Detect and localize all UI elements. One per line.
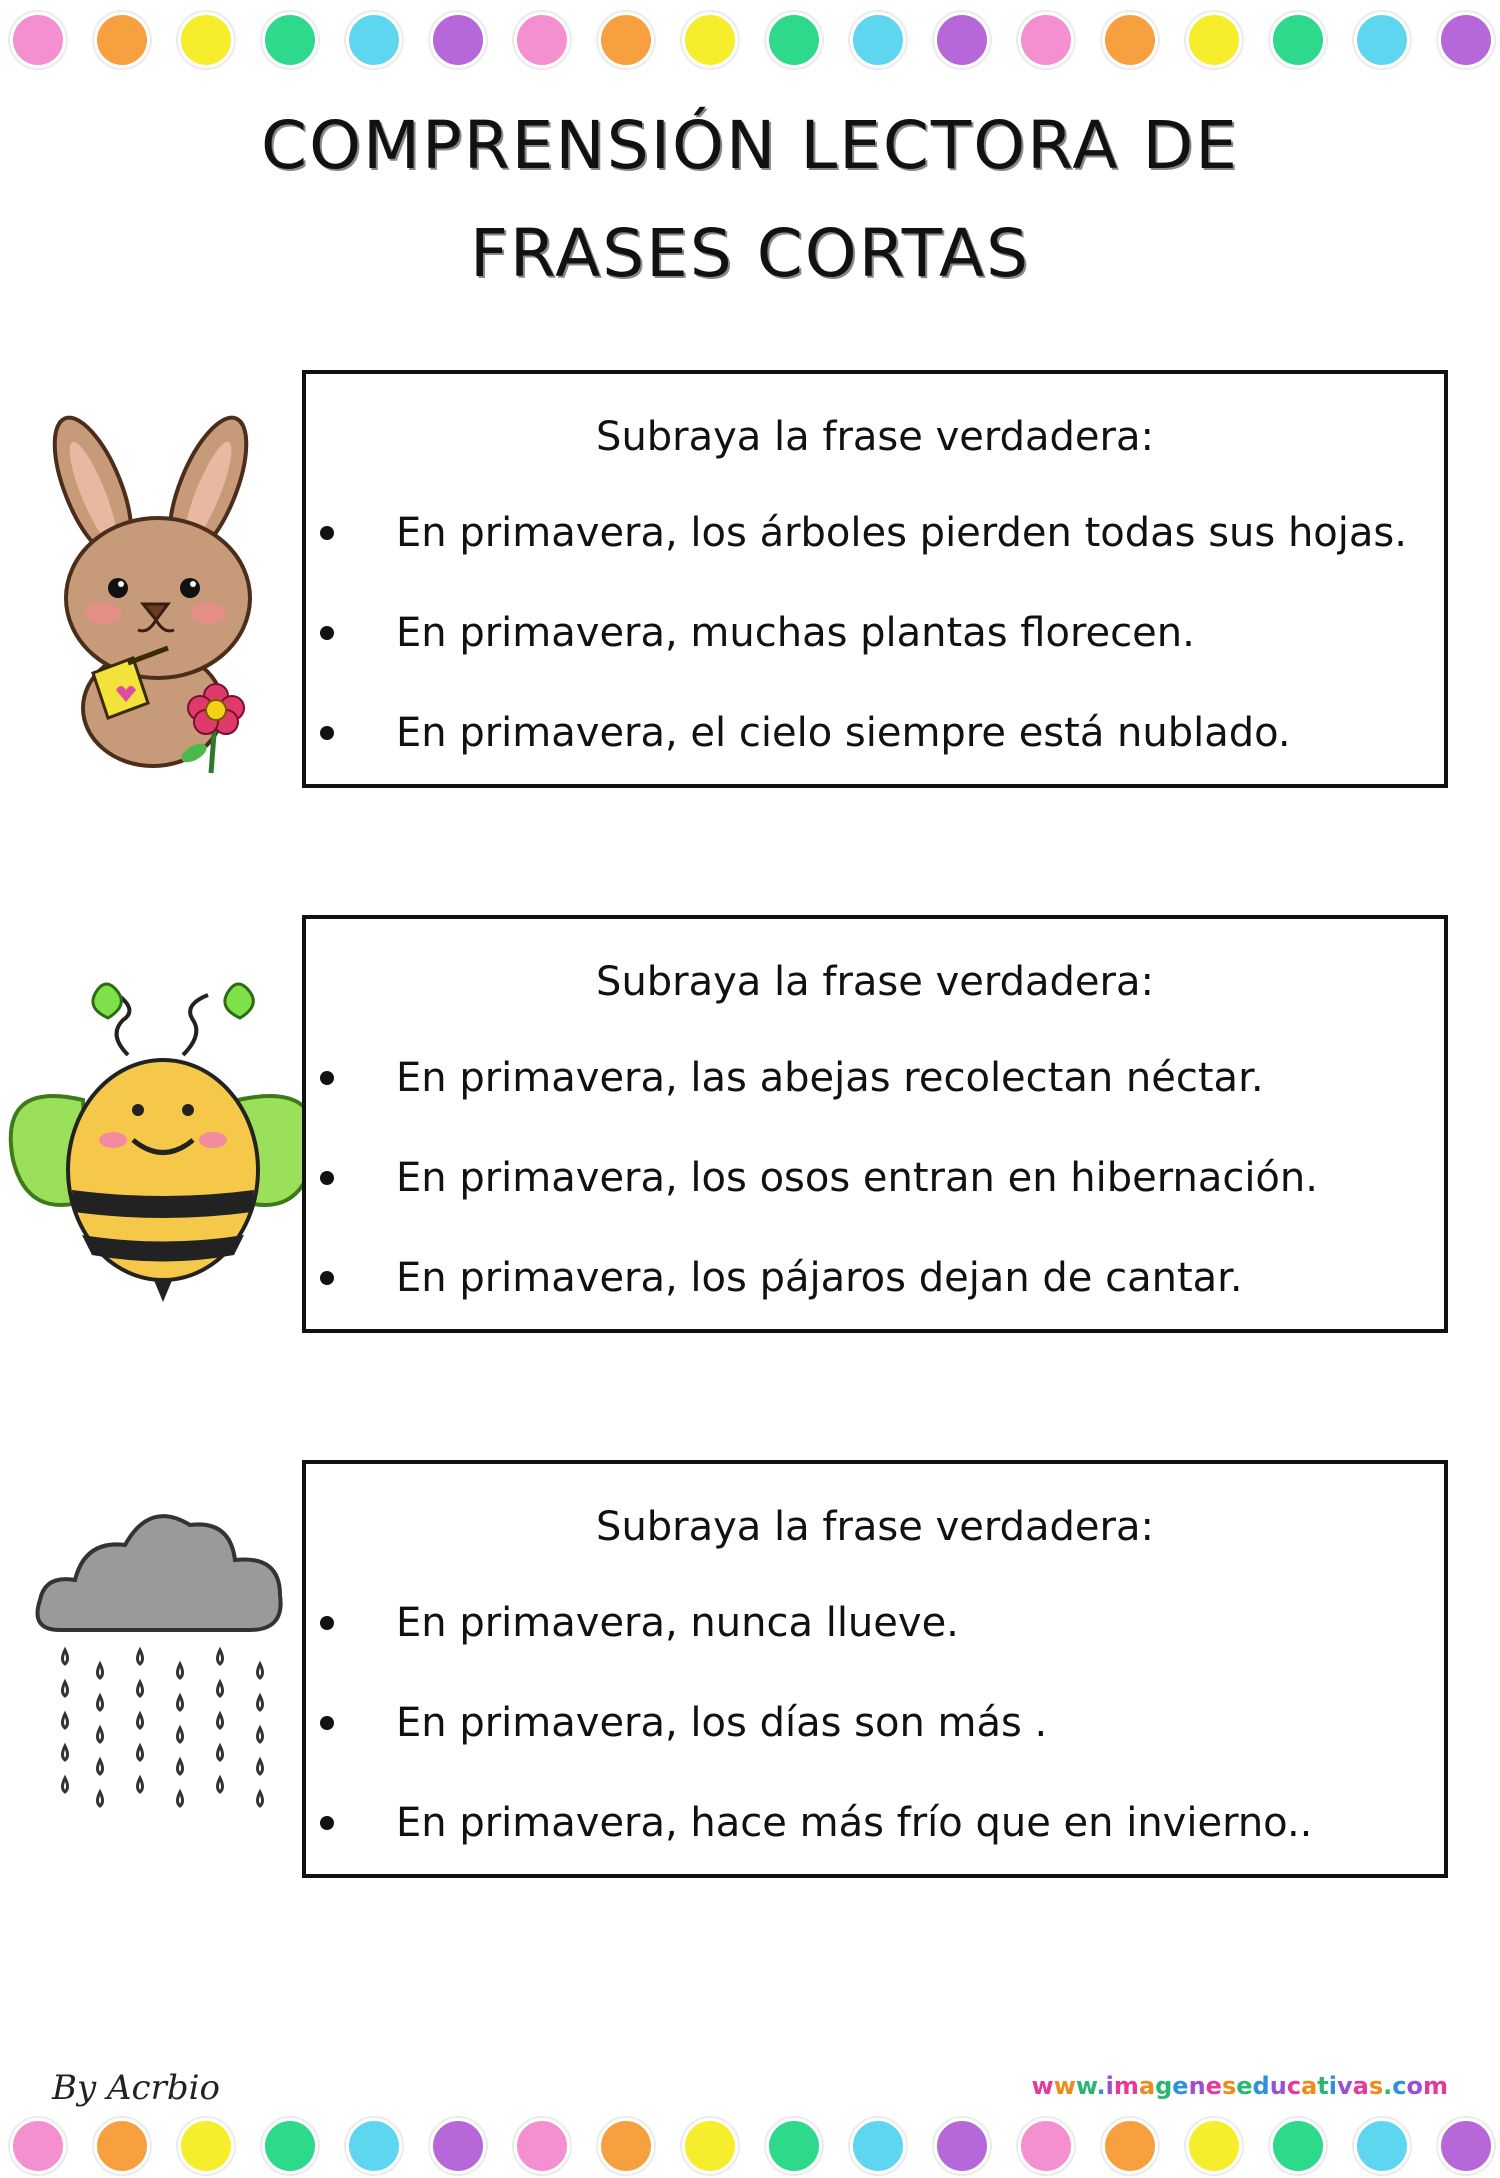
decorative-dot bbox=[1102, 2118, 1158, 2174]
bullet-icon bbox=[320, 1816, 334, 1830]
decorative-dot bbox=[10, 2118, 66, 2174]
decorative-dot bbox=[178, 2118, 234, 2174]
decorative-dot bbox=[1270, 2118, 1326, 2174]
answer-option[interactable]: En primavera, muchas plantas florecen. bbox=[396, 610, 1195, 656]
bullet-icon bbox=[320, 1271, 334, 1285]
decorative-dot bbox=[1186, 2118, 1242, 2174]
author-signature: By Acrbio bbox=[52, 2068, 220, 2108]
bullet-icon bbox=[320, 1616, 334, 1630]
decorative-dot bbox=[514, 12, 570, 68]
bullet-icon bbox=[320, 1071, 334, 1085]
decorative-dot bbox=[1018, 2118, 1074, 2174]
exercise-box-1 bbox=[302, 370, 1448, 788]
answer-option[interactable]: En primavera, los días son más . bbox=[396, 1700, 1048, 1746]
decorative-dot bbox=[1354, 2118, 1410, 2174]
raindrop bbox=[218, 1746, 223, 1760]
answer-option[interactable]: En primavera, las abejas recolectan néctar. bbox=[396, 1055, 1264, 1101]
raindrop bbox=[63, 1682, 68, 1696]
raindrop bbox=[63, 1746, 68, 1760]
decorative-dot bbox=[598, 12, 654, 68]
exercise-box-3 bbox=[302, 1460, 1448, 1878]
page-title: COMPRENSIÓN LECTORA DE FRASES CORTAS bbox=[260, 107, 1240, 292]
raindrop bbox=[178, 1664, 183, 1678]
raindrop bbox=[258, 1664, 263, 1678]
decorative-dot bbox=[514, 2118, 570, 2174]
bullet-icon bbox=[320, 526, 334, 540]
answer-option[interactable]: En primavera, los pájaros dejan de cantar. bbox=[396, 1255, 1243, 1301]
raindrop bbox=[63, 1650, 68, 1664]
decorative-dot bbox=[1018, 12, 1074, 68]
decorative-dot bbox=[1102, 12, 1158, 68]
answer-option[interactable]: En primavera, hace más frío que en invierno.. bbox=[396, 1800, 1313, 1846]
raindrop bbox=[218, 1650, 223, 1664]
rain-cloud-icon bbox=[30, 1500, 300, 1810]
bullet-icon bbox=[320, 626, 334, 640]
decorative-dot bbox=[430, 12, 486, 68]
raindrop bbox=[63, 1714, 68, 1728]
decorative-dot bbox=[94, 2118, 150, 2174]
answer-option[interactable]: En primavera, nunca llueve. bbox=[396, 1600, 959, 1646]
raindrop bbox=[63, 1778, 68, 1792]
decorative-dot bbox=[262, 2118, 318, 2174]
bullet-icon bbox=[320, 1716, 334, 1730]
exercise-box-2 bbox=[302, 915, 1448, 1333]
decorative-dot bbox=[1186, 12, 1242, 68]
raindrop bbox=[178, 1760, 183, 1774]
decorative-dot bbox=[682, 2118, 738, 2174]
decorative-dot bbox=[682, 12, 738, 68]
decorative-dot bbox=[10, 12, 66, 68]
raindrop bbox=[218, 1778, 223, 1792]
raindrop bbox=[98, 1792, 103, 1806]
raindrop bbox=[98, 1760, 103, 1774]
decorative-dot bbox=[850, 2118, 906, 2174]
raindrop bbox=[178, 1792, 183, 1806]
decorative-dot bbox=[934, 12, 990, 68]
decorative-dot bbox=[346, 2118, 402, 2174]
decorative-dot bbox=[766, 12, 822, 68]
raindrop bbox=[258, 1728, 263, 1742]
exercise-heading: Subraya la frase verdadera: bbox=[596, 1504, 1154, 1550]
decorative-dot bbox=[1438, 12, 1494, 68]
decorative-dot bbox=[850, 12, 906, 68]
raindrop bbox=[98, 1696, 103, 1710]
bee-icon bbox=[8, 980, 318, 1310]
raindrop bbox=[138, 1746, 143, 1760]
raindrop bbox=[138, 1650, 143, 1664]
decorative-dot bbox=[262, 12, 318, 68]
decorative-dot bbox=[934, 2118, 990, 2174]
website-link[interactable]: www.imageneseducativas.com bbox=[1031, 2072, 1448, 2100]
raindrop bbox=[178, 1696, 183, 1710]
bullet-icon bbox=[320, 1171, 334, 1185]
bullet-icon bbox=[320, 726, 334, 740]
exercise-heading: Subraya la frase verdadera: bbox=[596, 414, 1154, 460]
raindrop bbox=[258, 1760, 263, 1774]
raindrop bbox=[98, 1728, 103, 1742]
raindrop bbox=[138, 1682, 143, 1696]
answer-option[interactable]: En primavera, el cielo siempre está nublado. bbox=[396, 710, 1291, 756]
answer-option[interactable]: En primavera, los osos entran en hibernación. bbox=[396, 1155, 1318, 1201]
raindrop bbox=[218, 1682, 223, 1696]
decorative-dot bbox=[1354, 12, 1410, 68]
exercise-heading: Subraya la frase verdadera: bbox=[596, 959, 1154, 1005]
bunny-icon bbox=[8, 408, 298, 788]
decorative-dot bbox=[430, 2118, 486, 2174]
decorative-dot bbox=[1438, 2118, 1494, 2174]
raindrop bbox=[258, 1792, 263, 1806]
decorative-dot bbox=[178, 12, 234, 68]
decorative-dot bbox=[346, 12, 402, 68]
raindrop bbox=[258, 1696, 263, 1710]
decorative-dot bbox=[1270, 12, 1326, 68]
raindrop bbox=[138, 1714, 143, 1728]
decorative-dot bbox=[94, 12, 150, 68]
decorative-dot bbox=[598, 2118, 654, 2174]
answer-option[interactable]: En primavera, los árboles pierden todas sus hojas. bbox=[396, 510, 1407, 556]
raindrop bbox=[138, 1778, 143, 1792]
raindrop bbox=[178, 1728, 183, 1742]
decorative-dot bbox=[766, 2118, 822, 2174]
raindrop bbox=[218, 1714, 223, 1728]
raindrop bbox=[98, 1664, 103, 1678]
bottom-dot-border bbox=[0, 2108, 1500, 2178]
top-dot-border bbox=[0, 2, 1500, 72]
